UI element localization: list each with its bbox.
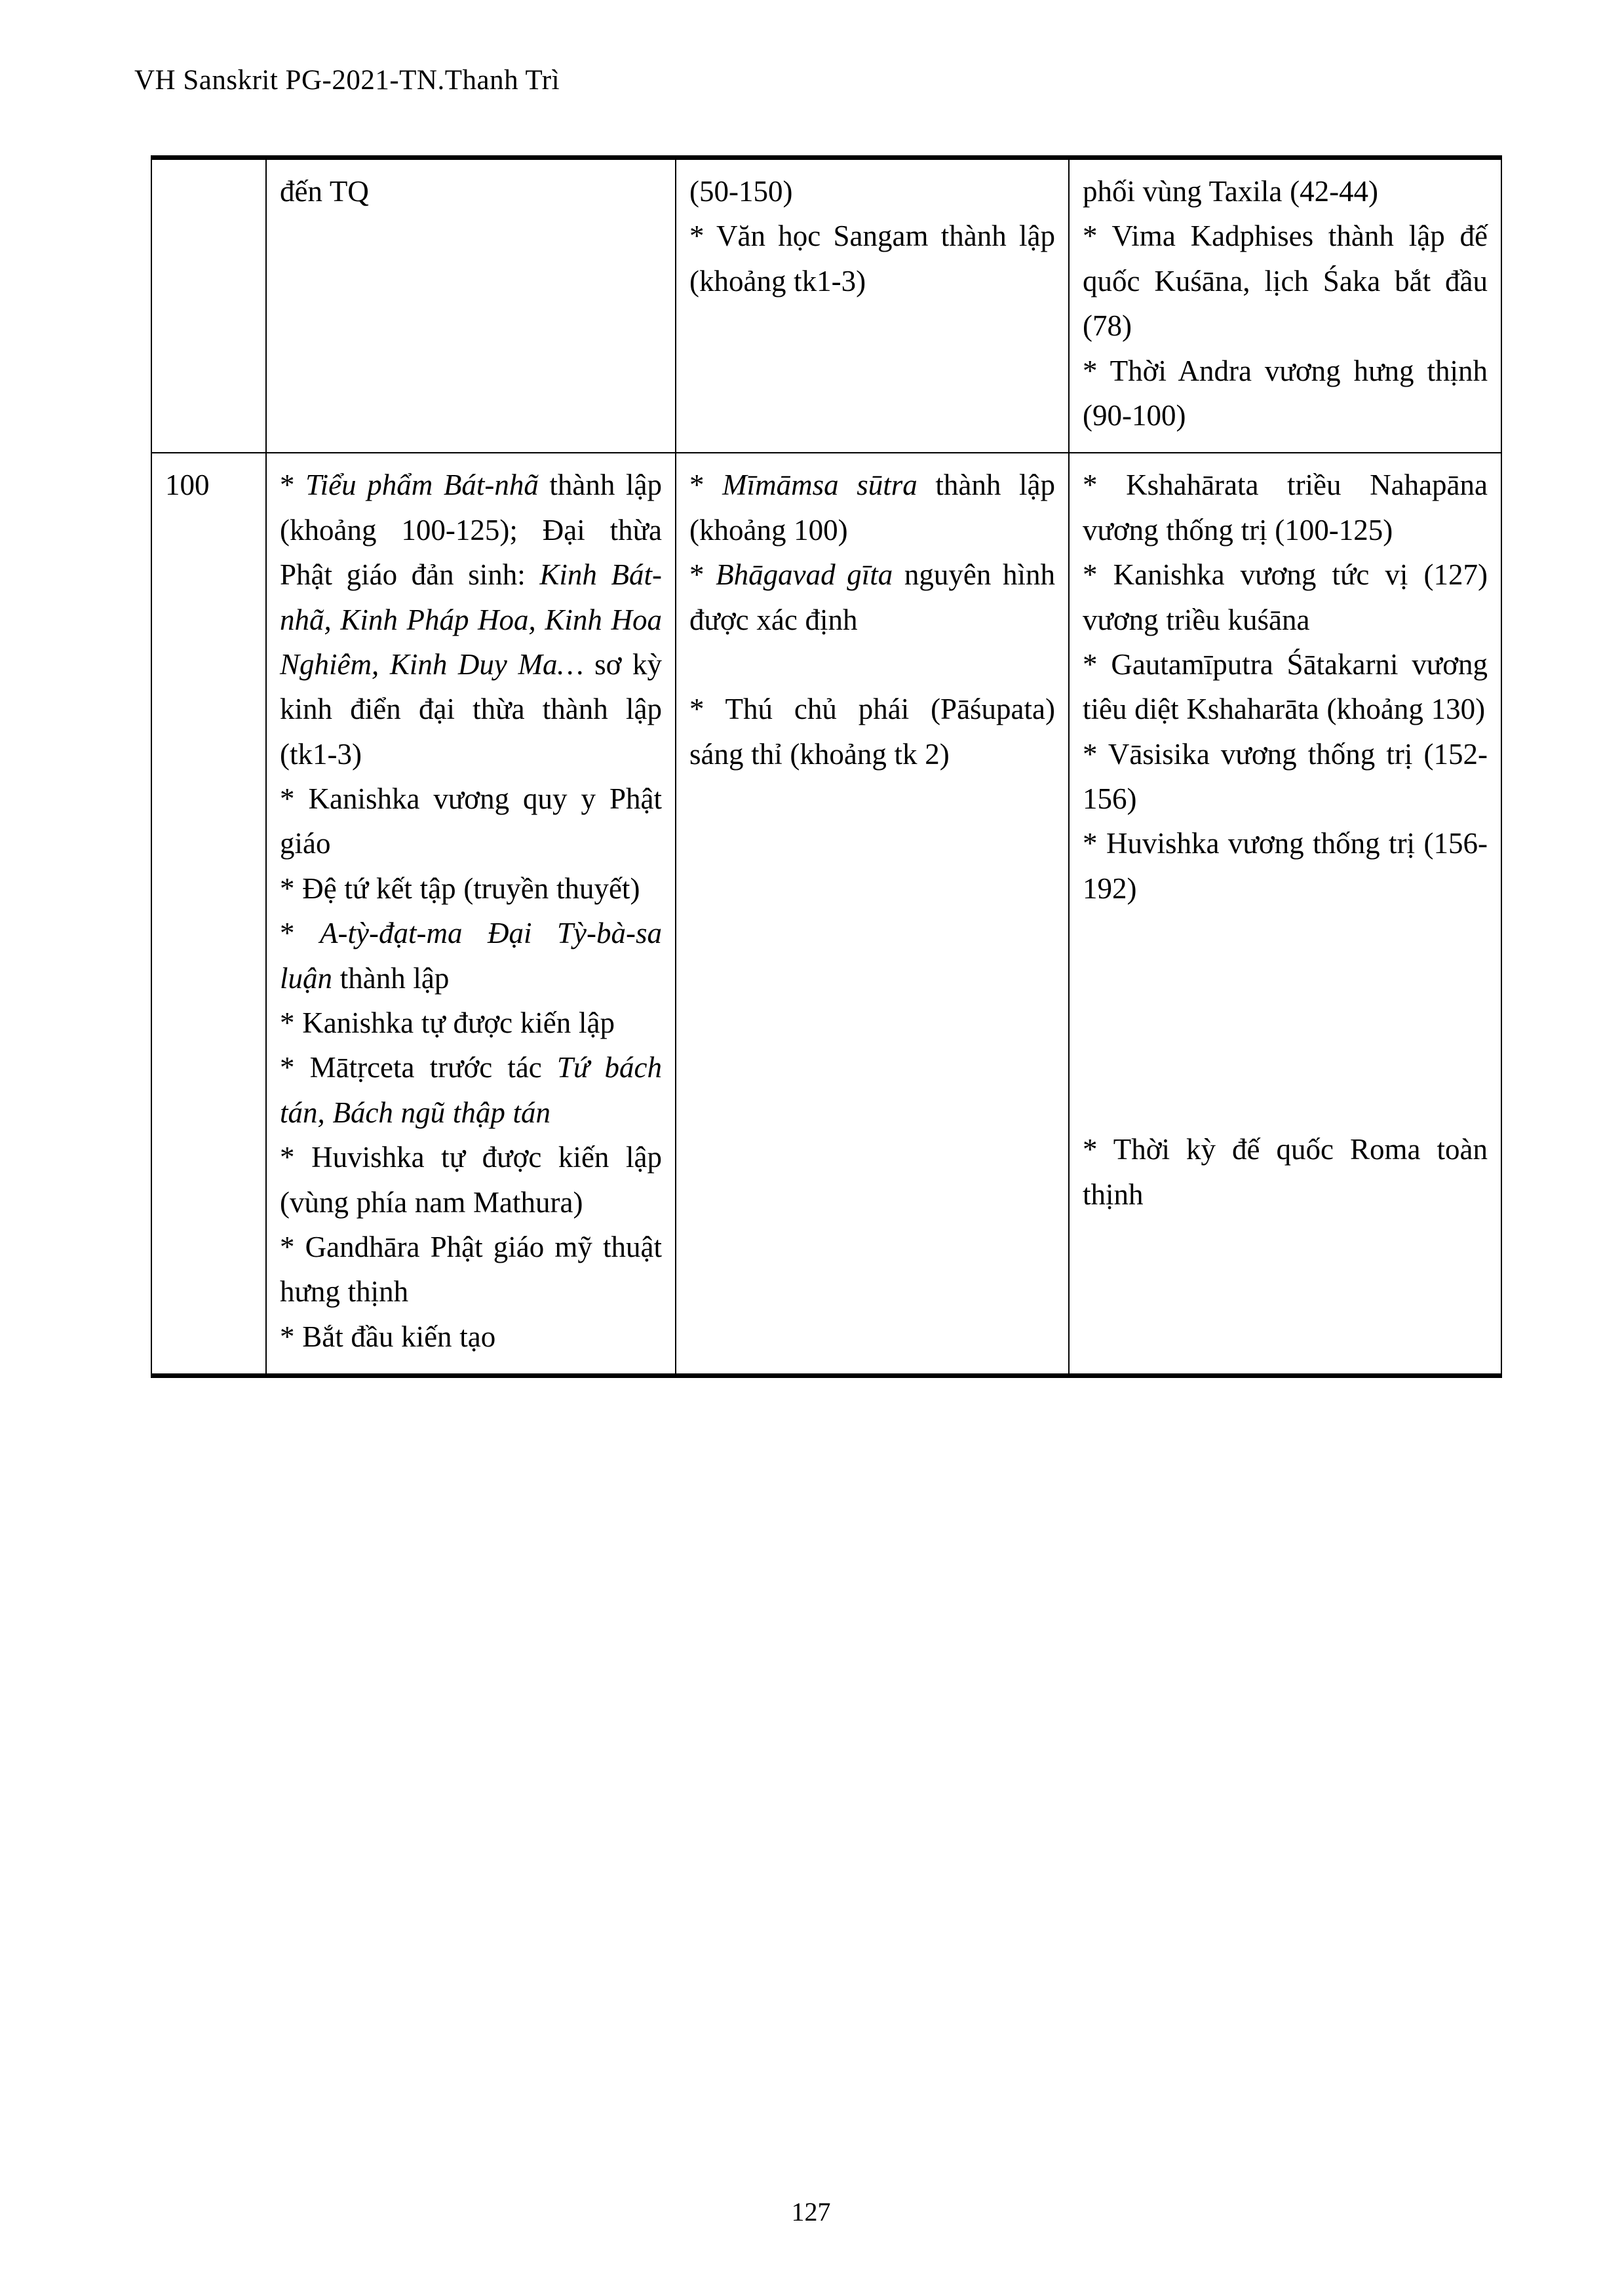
text-run: thành lập (khoảng 100) [689,469,1055,546]
rich-paragraph-list [1083,1127,1488,1217]
paragraph [280,1314,662,1359]
text-run: * Kanishka tự được kiến lập [280,1006,615,1040]
paragraph [1083,642,1488,732]
chronology-table-wrap [151,155,1501,1378]
paragraph [689,463,1055,552]
text-run: * [280,469,306,502]
paragraph [689,642,1055,687]
paragraph [280,1225,662,1314]
cell-history [1069,453,1501,1375]
table-row [151,158,1501,453]
paragraph [280,1045,662,1135]
paragraph [689,687,1055,776]
rich-paragraph-list [689,463,1055,776]
text-run: * Kanishka vương tức vị (127) vương triều kuśāna [1083,558,1488,636]
cell-buddhism [266,453,676,1375]
text-run: * Thời kỳ đế quốc Roma toàn thịnh [1083,1133,1488,1211]
paragraph: phối vùng Taxila (42-44) [1083,175,1379,208]
cell-year [151,453,266,1375]
page-number: 127 [791,2197,831,2227]
year-value: 100 [165,469,210,502]
table-row [151,453,1501,1375]
paragraph: * Thời Andra vương hưng thịnh (90-100) [1083,354,1488,432]
text-run: * Kshahārata triều Nahapāna vương thống trị (100-125) [1083,469,1488,546]
title-italic: Tứ bách tán, Bách ngũ thập tán [280,1051,662,1129]
text-run: * Kanishka vương quy y Phật giáo [280,782,662,860]
text-run: * Huvishka vương thống trị (156-192) [1083,827,1488,905]
cell-history [1069,158,1501,453]
chronology-table [151,155,1502,1378]
text-run: * Thú chủ phái (Pāśupata) sáng thỉ (khoảng tk 2) [689,693,1055,771]
rich-paragraph-list [1083,463,1488,911]
paragraph [1083,821,1488,911]
paragraph: đến TQ [280,175,369,208]
title-italic: Mīmāmsa sūtra [722,469,917,502]
text-run: thành lập [332,961,450,995]
title-italic: Kinh Bát-nhã, Kinh Pháp Hoa, Kinh Hoa Nghiêm, Kinh Duy Ma… [280,558,662,681]
text-run: * [280,917,320,950]
paragraph: * Vima Kadphises thành lập đế quốc Kuśāna, lịch Śaka bắt đầu (78) [1083,220,1488,343]
paragraph [1083,463,1488,552]
paragraph [280,776,662,866]
table-body [151,158,1501,1376]
text-run: * Đệ tứ kết tập (truyền thuyết) [280,871,640,905]
cell-buddhism [266,158,676,453]
text-run: thành lập (khoảng 100-125); Đại thừa Phật giáo đản sinh: [280,469,662,592]
text-run: * Vāsisika vương thống trị (152-156) [1083,737,1488,816]
cell-india-culture [676,158,1069,453]
paragraph [280,1001,662,1045]
cell-year [151,158,266,453]
paragraph: (50-150) [689,175,793,208]
title-italic: Bhāgavad gīta [716,558,893,592]
cell-india-culture [676,453,1069,1375]
paragraph [1083,552,1488,642]
text-run: sơ kỳ kinh điển đại thừa thành lập (tk1-3) [280,647,662,771]
paragraph [1083,732,1488,822]
rich-paragraph-list [280,463,662,1359]
title-italic: Tiểu phẩm Bát-nhã [305,469,539,502]
text-run: * Gandhāra Phật giáo mỹ thuật hưng thịnh [280,1230,662,1309]
text-run: * [689,469,723,502]
vertical-gap [1083,911,1488,1127]
paragraph [280,866,662,911]
running-head: VH Sanskrit PG-2021-TN.Thanh Trì [134,65,560,96]
paragraph [689,552,1055,642]
title-italic: A-tỳ-đạt-ma Đại Tỳ-bà-sa luận [280,917,662,995]
text-run: * [689,558,716,592]
text-run: * Mātṛceta trước tác [280,1051,557,1084]
text-run: * Bắt đầu kiến tạo [280,1320,496,1353]
paragraph: * Văn học Sangam thành lập (khoảng tk1-3) [689,220,1055,297]
text-run: nguyên hình được xác định [689,558,1055,636]
paragraph [280,463,662,776]
paragraph [280,1135,662,1225]
text-run: * Huvishka tự được kiến lập (vùng phía nam Mathura) [280,1141,662,1219]
paragraph [1083,1127,1488,1217]
paragraph [280,911,662,1001]
text-run: * Gautamīputra Śātakarni vương tiêu diệt Kshaharāta (khoảng 130) [1083,647,1488,726]
